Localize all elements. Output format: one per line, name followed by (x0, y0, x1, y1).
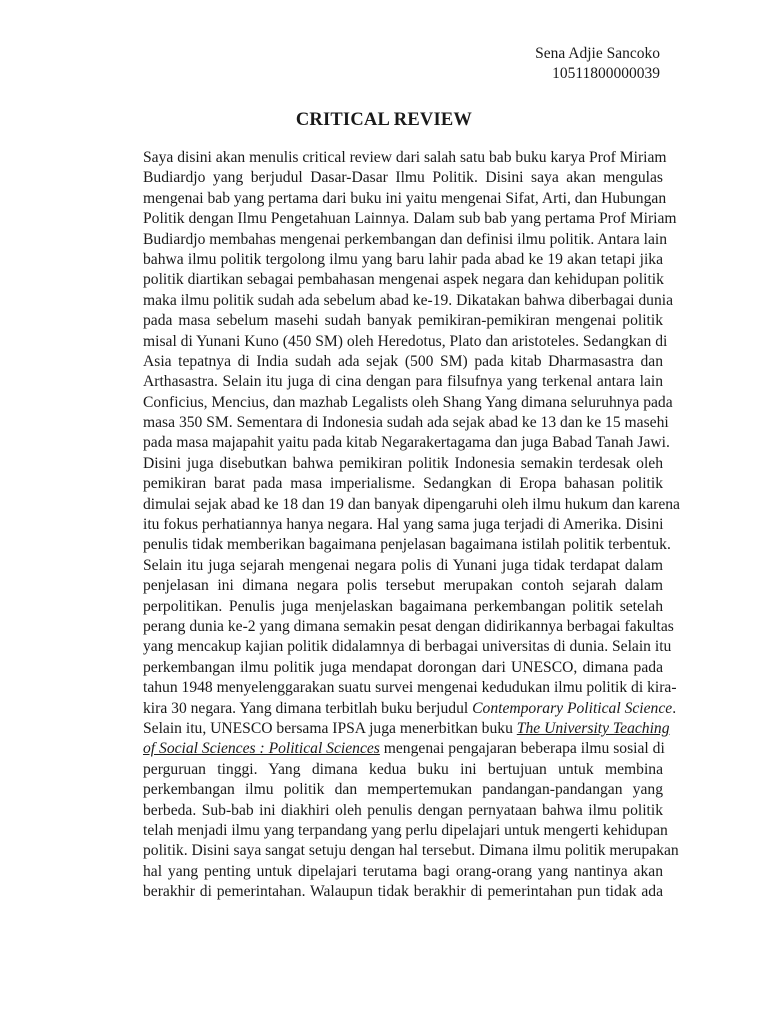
text-line-with-book-title (143, 699, 677, 719)
text-line: pemikiran barat pada masa imperialisme. Sedangkan di Eropa bahasan politik (143, 475, 663, 493)
text-line: itu fokus perhatiannya hanya negara. Hal yang sama juga terjadi di Amerika. Disini (143, 516, 664, 534)
text-line: pada masa majapahit yaitu pada kitab Negarakertagama dan juga Babad Tanah Jawi. (143, 434, 670, 452)
text-line: perang dunia ke-2 yang dimana semakin pesat dengan didirikannya berbagai fakultas (143, 617, 674, 635)
text-line: yang mencakup kajian politik didalamnya di berbagai universitas di dunia. Selain itu (143, 638, 672, 656)
text-line: penjelasan ini dimana negara polis tersebut merupakan contoh sejarah dalam (143, 577, 663, 595)
text-line: perpolitikan. Penulis juga menjelaskan bagaimana perkembangan politik setelah (143, 597, 663, 615)
text-line: hal yang penting untuk dipelajari terutama bagi orang-orang yang nantinya akan (143, 862, 663, 880)
text-segment: Selain itu, UNESCO bersama IPSA juga menerbitkan buku (143, 719, 517, 737)
text-line: perguruan tinggi. Yang dimana kedua buku ini bertujuan untuk membina (143, 760, 663, 778)
text-line: mengenai bab yang pertama dari buku ini yaitu mengenai Sifat, Arti, dan Hubungan (143, 189, 667, 207)
text-line: bahwa ilmu politik tergolong ilmu yang baru lahir pada abad ke 19 akan tetapi jika (143, 250, 663, 268)
page-title: CRITICAL REVIEW (295, 110, 473, 130)
book-title-university-teaching: The University Teaching (516, 719, 670, 737)
student-id: 10511800000039 (552, 65, 660, 82)
text-line: tahun 1948 menyelenggarakan suatu survei mengenai kedudukan ilmu politik di kira- (143, 679, 677, 697)
book-title-social-sciences: of Social Sciences : Political Sciences (143, 740, 380, 758)
text-line: Arthasastra. Selain itu juga di cina dengan para filsufnya yang terkenal antara lain (143, 373, 663, 391)
text-line: politik. Disini saya sangat setuju dengan hal tersebut. Dimana ilmu politik merupakan (143, 842, 679, 860)
text-line: Budiardjo yang berjudul Dasar-Dasar Ilmu Politik. Disini saya akan mengulas (143, 169, 663, 187)
text-line: penulis tidak memberikan bagaimana penjelasan bagaimana istilah politik terbentuk. (143, 536, 671, 554)
text-segment: mengenai pengajaran beberapa ilmu sosial di (379, 740, 665, 758)
text-line: pada masa sebelum masehi sudah banyak pemikiran-pemikiran mengenai politik (143, 312, 663, 330)
text-line: perkembangan ilmu politik dan mempertemukan pandangan-pandangan yang (143, 781, 663, 799)
text-line-with-book-title (143, 739, 663, 759)
text-line: Conficius, Mencius, dan mazhab Legalists oleh Shang Yang dimana seluruhnya pada (143, 393, 673, 411)
text-line: Budiardjo membahas mengenai perkembangan dan definisi ilmu politik. Antara lain (143, 230, 667, 248)
review-body (143, 148, 680, 902)
text-line: Asia tepatnya di India sudah ada sejak (500 SM) pada kitab Dharmasastra dan (143, 352, 663, 370)
text-line: Saya disini akan menulis critical review dari salah satu bab buku karya Prof Miriam (143, 149, 667, 166)
text-line: misal di Yunani Kuno (450 SM) oleh Heredotus, Plato dan aristoteles. Sedangkan di (143, 332, 668, 350)
text-segment: . (672, 699, 677, 717)
text-line: Disini juga disebutkan bahwa pemikiran politik Indonesia semakin terdesak oleh (143, 454, 663, 472)
book-title-contemporary: Contemporary Political Science (472, 699, 673, 717)
text-line-with-book-title (143, 719, 670, 739)
text-line: perkembangan ilmu politik juga mendapat dorongan dari UNESCO, dimana pada (143, 658, 663, 676)
author-name: Sena Adjie Sancoko (535, 45, 660, 62)
text-line: dimulai sejak abad ke 18 dan 19 dan banyak dipengaruhi oleh ilmu hukum dan karena (143, 495, 680, 513)
text-line: telah menjadi ilmu yang terpandang yang perlu dipelajari untuk mengerti kehidupan (143, 821, 668, 839)
text-line: masa 350 SM. Sementara di Indonesia sudah ada sejak abad ke 13 dan ke 15 masehi (143, 414, 669, 432)
text-line: maka ilmu politik sudah ada sebelum abad ke-19. Dikatakan bahwa diberbagai dunia (143, 291, 674, 309)
text-segment: kira 30 negara. Yang dimana terbitlah buku berjudul (143, 699, 473, 717)
text-line: berbeda. Sub-bab ini diakhiri oleh penulis dengan pernyataan bahwa ilmu politik (143, 801, 663, 819)
text-line: politik diartikan sebagai pembahasan mengenai aspek negara dan kehidupan politik (143, 271, 664, 289)
text-line: Selain itu juga sejarah mengenai negara polis di Yunani juga tidak terdapat dalam (143, 556, 663, 574)
text-line: Politik dengan Ilmu Pengetahuan Lainnya. Dalam sub bab yang pertama Prof Miriam (143, 210, 677, 228)
author-block (535, 44, 660, 84)
text-line: berakhir di pemerintahan. Walaupun tidak berakhir di pemerintahan pun tidak ada (143, 883, 663, 901)
